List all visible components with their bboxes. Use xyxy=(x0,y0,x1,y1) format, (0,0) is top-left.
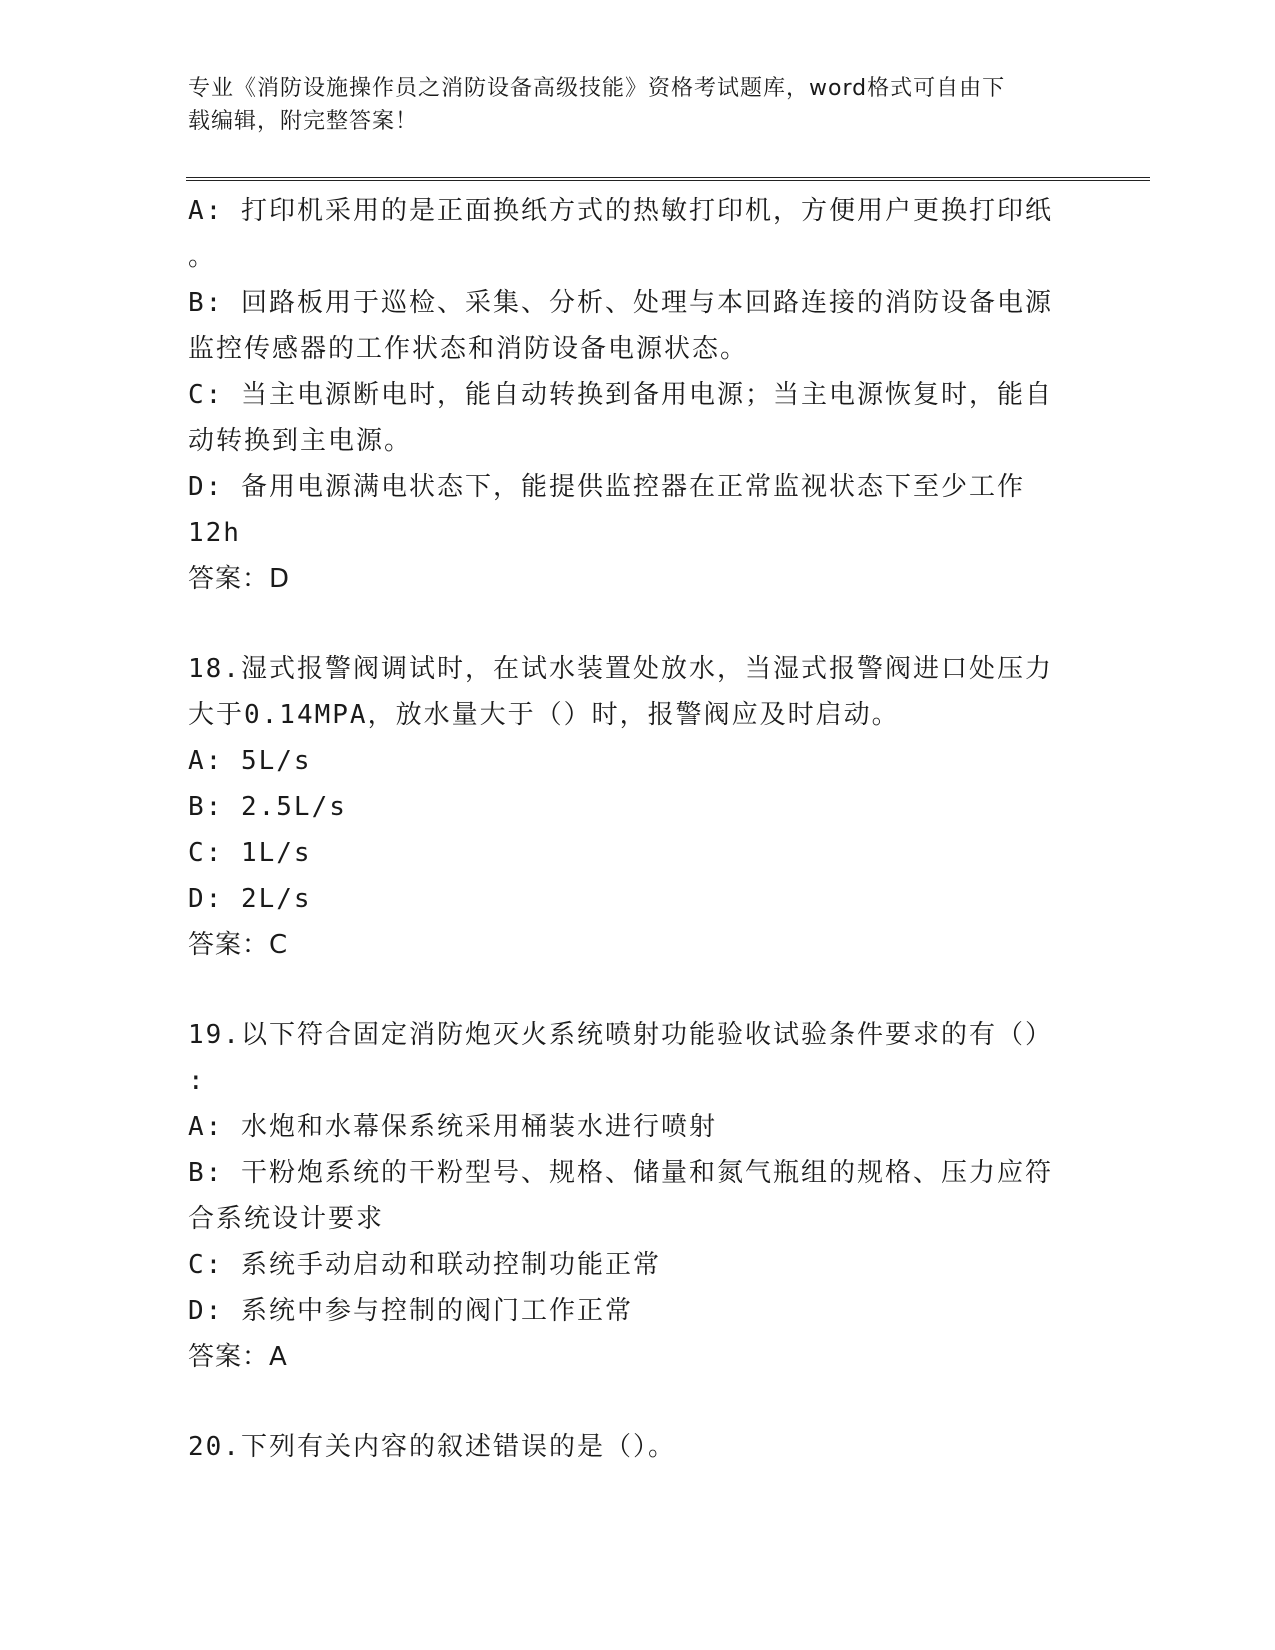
option-c-line-1: C: 当主电源断电时，能自动转换到备用电源；当主电源恢复时，能自 xyxy=(188,380,1053,410)
answer: 答案：A xyxy=(188,1342,288,1372)
option-c-line-2: 动转换到主电源。 xyxy=(188,426,413,456)
question-content xyxy=(188,188,1068,1470)
option-a: A: 水炮和水幕保系统采用桶装水进行喷射 xyxy=(188,1112,717,1142)
option-d-line-1: D: 备用电源满电状态下，能提供监控器在正常监视状态下至少工作 xyxy=(188,472,1025,502)
option-b-line-2: 监控传感器的工作状态和消防设备电源状态。 xyxy=(188,334,749,364)
option-b-line-2: 合系统设计要求 xyxy=(188,1204,385,1234)
header-line-2: 载编辑，附完整答案！ xyxy=(188,109,419,134)
header-divider xyxy=(186,177,1150,181)
question-17 xyxy=(188,188,1068,602)
header-line-1: 专业《消防设施操作员之消防设备高级技能》资格考试题库，word格式可自由下 xyxy=(188,76,1006,101)
option-b-line-1: B: 回路板用于巡检、采集、分析、处理与本回路连接的消防设备电源 xyxy=(188,288,1053,318)
page-header xyxy=(188,72,1068,138)
answer: 答案：D xyxy=(188,564,291,594)
spacer xyxy=(188,602,1068,646)
question-stem-line-2: 大于0.14MPA，放水量大于（）时，报警阀应及时启动。 xyxy=(188,700,900,730)
question-18 xyxy=(188,646,1068,968)
spacer xyxy=(188,1380,1068,1424)
option-b-line-1: B: 干粉炮系统的干粉型号、规格、储量和氮气瓶组的规格、压力应符 xyxy=(188,1158,1053,1188)
option-d-line-2: 12h xyxy=(188,518,241,548)
question-stem-line-2: : xyxy=(188,1066,206,1096)
question-stem-line-1: 20.下列有关内容的叙述错误的是（）。 xyxy=(188,1432,676,1462)
spacer xyxy=(188,968,1068,1012)
answer: 答案：C xyxy=(188,930,289,960)
option-c: C: 系统手动启动和联动控制功能正常 xyxy=(188,1250,661,1280)
option-a: A: 5L/s xyxy=(188,746,312,776)
question-19 xyxy=(188,1012,1068,1380)
option-a-line-2: 。 xyxy=(188,242,217,272)
question-stem-line-1: 19.以下符合固定消防炮灭火系统喷射功能验收试验条件要求的有（） xyxy=(188,1020,1053,1050)
option-a-line-1: A: 打印机采用的是正面换纸方式的热敏打印机，方便用户更换打印纸 xyxy=(188,196,1053,226)
option-b: B: 2.5L/s xyxy=(188,792,347,822)
option-d: D: 2L/s xyxy=(188,884,312,914)
question-stem-line-1: 18.湿式报警阀调试时，在试水装置处放水，当湿式报警阀进口处压力 xyxy=(188,654,1053,684)
option-d: D: 系统中参与控制的阀门工作正常 xyxy=(188,1296,633,1326)
option-c: C: 1L/s xyxy=(188,838,312,868)
question-20 xyxy=(188,1424,1068,1470)
